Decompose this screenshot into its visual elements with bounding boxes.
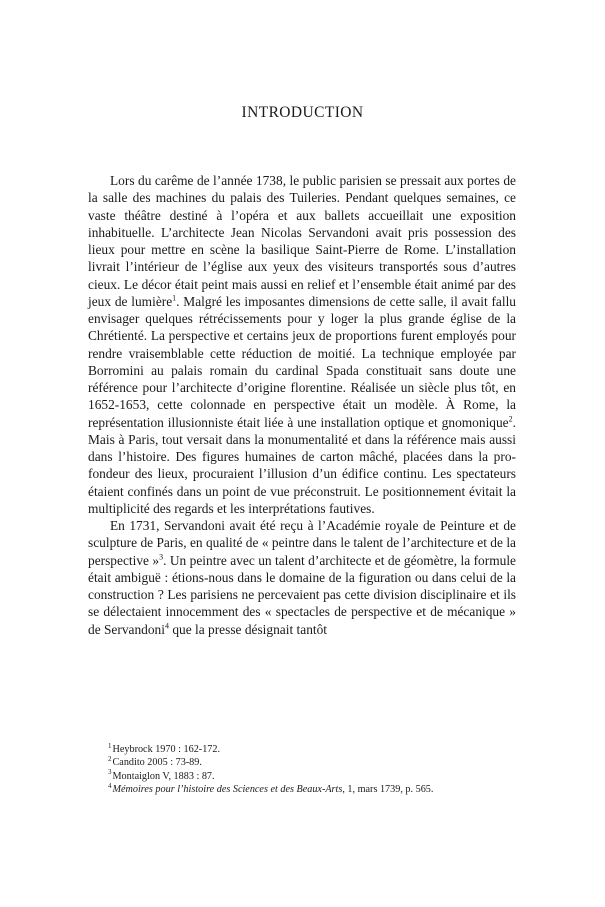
footnote-reference: 2 bbox=[508, 414, 513, 424]
paragraph-text: . Mais à Paris, tout versait dans la monumentalité et dans la référence mais aussi dans l’histoire. Des figures humaines de carton mâché, placées dans la profondeur des lieux, procuraient l’illusion d’un édifice continu. Les spectateurs étaient confinés dans un point de vue préconstruit. Le positionnement évitait la multiplicité des regards et les interprétations fautives. bbox=[88, 414, 516, 516]
footnote-number: 4 bbox=[108, 781, 112, 790]
footnote-number: 3 bbox=[108, 768, 112, 777]
paragraph-text: que la presse désignait tantôt bbox=[168, 621, 328, 637]
footnote-journal-title: Mémoires pour l’histoire des Sciences et des Beaux-Arts bbox=[112, 784, 343, 796]
page-title: INTRODUCTION bbox=[241, 104, 364, 121]
paragraph-text: En 1731, Servandoni avait été reçu à l’Académie royale de Peinture et de sculpture de Paris, en qualité de « peintre dans le talent de l’architecture et de la perspective » bbox=[88, 518, 516, 568]
footnote-4 bbox=[108, 783, 528, 796]
footnote-reference: 1 bbox=[172, 293, 177, 303]
footnote-1 bbox=[108, 743, 528, 756]
footnote-text: , 1, mars 1739, p. 565. bbox=[342, 784, 434, 796]
paragraph-text: . Malgré les imposantes dimensions de cette salle, il avait fallu envisager quelques rétrécissements pour y loger la plus grande église de la Chrétienté. La perspective et certains jeux de proportions furent employés pour rendre vraisemblable cette réduction de moitié. La technique employée par Borromini au palais romain du cardinal Spada constituait sans doute une référence pour l’architecte d’origine florentine. Réalisée un siècle plus tôt, en 1652-1653, cette colonnade en perspective était un modèle. À Rome, la représentation illusionniste était liée à une installation optique et gnomonique bbox=[88, 293, 516, 430]
footnote-text: Candito 2005 : 73-89. bbox=[112, 757, 202, 769]
footnote-reference: 3 bbox=[159, 552, 164, 562]
main-text bbox=[88, 172, 516, 638]
footnote-number: 2 bbox=[108, 755, 112, 764]
footnote-number: 1 bbox=[108, 741, 112, 750]
paragraph-text: Lors du carême de l’année 1738, le public parisien se pressait aux portes de la salle des machines du palais des Tuileries. Pendant quelques semaines, ce vaste théâtre destiné à l’opéra et aux ballets accueillait une exposition inhabituelle. L’architecte Jean Nicolas Servandoni avait pris possession des lieux pour mettre en scène la basilique Saint-Pierre de Rome. L’installation livrait l’intérieur de l’église aux yeux des visiteurs transportés sous d’autres cieux. Le décor était peint mais aussi en relief et l’ensemble était animé par des jeux de lumière bbox=[88, 173, 516, 309]
footnotes bbox=[108, 743, 528, 797]
paragraph-text: . Un peintre avec un talent d’architecte et de géomètre, la formule était ambiguë : étions-nous dans le domaine de la figuration ou dans celui de la construction ? Les parisiens ne percevaient pas cette division disciplinaire et ils se délectaient innocemment des « spectacles de perspective et de mécanique » de Servandoni bbox=[88, 552, 516, 637]
footnote-text: Montaiglon V, 1883 : 87. bbox=[112, 770, 215, 782]
paragraph-1 bbox=[88, 172, 516, 517]
footnote-2 bbox=[108, 756, 528, 769]
footnote-3 bbox=[108, 770, 528, 783]
footnote-text: Heybrock 1970 : 162-172. bbox=[112, 744, 221, 755]
footnote-reference: 4 bbox=[164, 621, 169, 631]
paragraph-2 bbox=[88, 517, 516, 638]
